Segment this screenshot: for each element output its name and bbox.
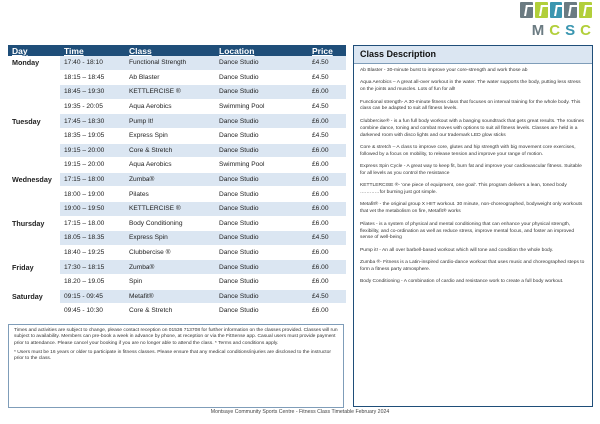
timetable: [8, 45, 346, 319]
terms-notes: [8, 324, 344, 408]
time-cell: 19:15 – 20:00: [60, 158, 125, 173]
day-cell: Wednesday: [8, 172, 60, 187]
price-cell: £6.00: [308, 216, 346, 231]
time-cell: 17:30 – 18:15: [60, 260, 125, 275]
time-cell: 19:00 – 19:50: [60, 201, 125, 216]
location-cell: Swimming Pool: [215, 158, 308, 173]
time-cell: 18:00 – 19:00: [60, 187, 125, 202]
cyclist-icon: [520, 2, 533, 18]
day-cell: [8, 128, 60, 143]
table-row: [8, 201, 346, 216]
price-cell: £6.00: [308, 114, 346, 129]
price-cell: £6.00: [308, 143, 346, 158]
price-cell: £4.50: [308, 70, 346, 85]
location-cell: Dance Studio: [215, 187, 308, 202]
class-cell: Functional Strength: [125, 56, 215, 70]
class-cell: Pump It!: [125, 114, 215, 129]
time-cell: 17:15 – 18.00: [60, 216, 125, 231]
weightlifter-icon: [535, 2, 548, 18]
price-cell: £6.00: [308, 304, 346, 319]
logo-icons: [520, 2, 592, 18]
logo-letter-s: S: [565, 22, 577, 39]
class-description-item: Pump it! - An all over barbell-based workout which will tone and condition the whole body.: [360, 247, 554, 253]
location-cell: Dance Studio: [215, 85, 308, 100]
class-cell: Express Spin: [125, 231, 215, 246]
day-cell: Saturday: [8, 289, 60, 304]
day-cell: [8, 70, 60, 85]
table-row: [8, 85, 346, 100]
table-row: [8, 99, 346, 114]
class-description-item: Metafit® - the original group X HIIT workout. 30 minute, non-choreographed, bodyweight only workouts that vet the metabolism on fire, Metafit® works: [360, 202, 583, 215]
location-cell: Dance Studio: [215, 143, 308, 158]
age-restriction-text: * Users must be 16 years or older to participate in fitness classes. Please ensure that any medical conditions/injuries are disclosed to the instructor prior to the class.: [14, 349, 331, 362]
class-cell: Metafit®: [125, 289, 215, 304]
page-footer: Montsaye Community Sports Centre - Fitness Class Timetable February 2024: [210, 409, 390, 415]
class-cell: Core & Stretch: [125, 304, 215, 319]
time-cell: 17:45 – 18:30: [60, 114, 125, 129]
class-cell: KETTLERCISE ®: [125, 201, 215, 216]
price-cell: £6.00: [308, 187, 346, 202]
header-day: Day: [8, 45, 60, 56]
location-cell: Swimming Pool: [215, 99, 308, 114]
table-row: [8, 114, 346, 129]
day-cell: [8, 158, 60, 173]
header-class: Class: [125, 45, 215, 56]
class-description-list: [354, 64, 592, 286]
class-description-item: Express Spin Cycle - A great way to keep fit, burn fat and improve your cardiovascular fitness. Suitable for all levels as you control the resistance: [360, 164, 582, 176]
day-cell: [8, 99, 60, 114]
table-row: [8, 172, 346, 187]
price-cell: £6.00: [308, 260, 346, 275]
swimmer-icon: [564, 2, 577, 18]
table-row: [8, 231, 346, 246]
day-cell: [8, 85, 60, 100]
price-cell: £6.00: [308, 201, 346, 216]
logo-letter-c: C: [549, 22, 562, 39]
day-cell: [8, 231, 60, 246]
location-cell: Dance Studio: [215, 70, 308, 85]
timetable-header-row: [8, 45, 346, 56]
class-description-item: Functional strength- A 30-minute fitness class that focuses on interval training for the whole body. This class can be adapted to suit all fitness levels.: [360, 99, 581, 112]
class-description-item: Core & stretch – A class to improve core, glutes and hip strength with big movement core exercises, followed by a focus on mobility, to release tension and improve your range of motion.: [360, 144, 576, 157]
timetable-body: [8, 56, 346, 318]
price-cell: £6.00: [308, 158, 346, 173]
price-cell: £6.00: [308, 172, 346, 187]
class-description-title: Class Description: [354, 46, 592, 64]
day-cell: Tuesday: [8, 114, 60, 129]
class-description-item: Ab Blaster - 30-minute burst to improve your core-strength and work those ab: [360, 68, 528, 73]
time-cell: 18:35 – 19:05: [60, 128, 125, 143]
table-row: [8, 245, 346, 260]
price-cell: £6.00: [308, 85, 346, 100]
class-description-panel: [353, 45, 593, 407]
table-row: [8, 260, 346, 275]
location-cell: Dance Studio: [215, 128, 308, 143]
day-cell: [8, 274, 60, 289]
table-row: [8, 158, 346, 173]
table-row: [8, 56, 346, 70]
logo-letter-c2: C: [580, 22, 592, 39]
table-row: [8, 143, 346, 158]
class-description-item: Body Conditioning - A combination of cardio and resistance work to create a full body workout.: [360, 279, 564, 285]
class-cell: Pilates: [125, 187, 215, 202]
time-cell: 17:15 – 18:00: [60, 172, 125, 187]
class-cell: Clubbercise ®: [125, 245, 215, 260]
class-cell: KETTLERCISE ®: [125, 85, 215, 100]
header-location: Location: [215, 45, 308, 56]
day-cell: Thursday: [8, 216, 60, 231]
logo-text: [520, 22, 592, 39]
day-cell: [8, 245, 60, 260]
day-cell: [8, 187, 60, 202]
class-description-item: Pilates - is a system of physical and mental conditioning that can enhance your physical strength, flexibility, and co-ordination as well as reduce stress, improve mental focus, and foster an improved sense of well-being: [360, 221, 575, 241]
time-cell: 17:40 - 18:10: [60, 56, 125, 70]
price-cell: £4.50: [308, 99, 346, 114]
time-cell: 18:40 – 19:25: [60, 245, 125, 260]
class-cell: Aqua Aerobics: [125, 99, 215, 114]
day-cell: [8, 304, 60, 319]
day-cell: Friday: [8, 260, 60, 275]
header-price: Price: [308, 45, 346, 56]
time-cell: 18.20 – 19.05: [60, 274, 125, 289]
terms-text: Times and activities are subject to change, please contact reception on 01536 713708 for further information on the classes provided. Classes will run subject to availability. Members can pre-book a week in advance by phone, at reception or via the FitSense app. Casual users must provide payment prior to attendance. Please cancel your booking if you are no longer able to attend the class. * Terms and conditions apply.: [14, 328, 338, 346]
price-cell: £4.50: [308, 56, 346, 70]
location-cell: Dance Studio: [215, 56, 308, 70]
table-row: [8, 289, 346, 304]
class-cell: Aqua Aerobics: [125, 158, 215, 173]
location-cell: Dance Studio: [215, 274, 308, 289]
table-row: [8, 128, 346, 143]
class-cell: Zumba®: [125, 172, 215, 187]
table-row: [8, 274, 346, 289]
mcsc-logo: [520, 2, 592, 48]
table-row: [8, 304, 346, 319]
runner-icon: [579, 2, 592, 18]
class-cell: Express Spin: [125, 128, 215, 143]
location-cell: Dance Studio: [215, 114, 308, 129]
day-cell: [8, 201, 60, 216]
time-cell: 09:15 - 09:45: [60, 289, 125, 304]
tennis-icon: [550, 2, 563, 18]
price-cell: £6.00: [308, 245, 346, 260]
header-time: Time: [60, 45, 125, 56]
table-row: [8, 70, 346, 85]
price-cell: £4.50: [308, 231, 346, 246]
class-description-item: Clubbercise® - is a fun full body workout with a banging soundtrack that gets great results. The routines combine dance, toning and combat moves with options to suit all fitness levels. Classes are held in a darkened room with disco lights and our trademark LED glow sticks: [360, 118, 584, 138]
class-cell: Zumba®: [125, 260, 215, 275]
location-cell: Dance Studio: [215, 231, 308, 246]
day-cell: [8, 143, 60, 158]
table-row: [8, 216, 346, 231]
class-description-item: KETTLERCISE ®- 'one piece of equipment, one goal'. This program delivers a lean, toned body …………for burning just got simple.: [360, 183, 567, 196]
location-cell: Dance Studio: [215, 216, 308, 231]
time-cell: 18.05 – 18.35: [60, 231, 125, 246]
table-row: [8, 187, 346, 202]
time-cell: 09:45 - 10:30: [60, 304, 125, 319]
logo-letter-m: M: [531, 22, 546, 39]
class-cell: Body Conditioning: [125, 216, 215, 231]
time-cell: 19:35 - 20:05: [60, 99, 125, 114]
location-cell: Dance Studio: [215, 260, 308, 275]
location-cell: Dance Studio: [215, 201, 308, 216]
price-cell: £4.50: [308, 289, 346, 304]
class-cell: Core & Stretch: [125, 143, 215, 158]
location-cell: Dance Studio: [215, 304, 308, 319]
location-cell: Dance Studio: [215, 289, 308, 304]
time-cell: 18:45 – 19:30: [60, 85, 125, 100]
class-cell: Spin: [125, 274, 215, 289]
time-cell: 18:15 – 18:45: [60, 70, 125, 85]
price-cell: £4.50: [308, 128, 346, 143]
class-cell: Ab Blaster: [125, 70, 215, 85]
location-cell: Dance Studio: [215, 172, 308, 187]
location-cell: Dance Studio: [215, 245, 308, 260]
time-cell: 19:15 – 20:00: [60, 143, 125, 158]
class-description-item: Aqua Aerobics – A great all-over workout in the water. The water supports the body, putting less stress on the joints and muscles. Lots of fun for all!: [360, 80, 581, 93]
day-cell: Monday: [8, 56, 60, 70]
price-cell: £6.00: [308, 274, 346, 289]
class-description-item: Zumba ®- Fitness is a Latin-inspired cardio-dance workout that uses music and choreographed steps to form a fitness party atmosphere.: [360, 260, 585, 272]
